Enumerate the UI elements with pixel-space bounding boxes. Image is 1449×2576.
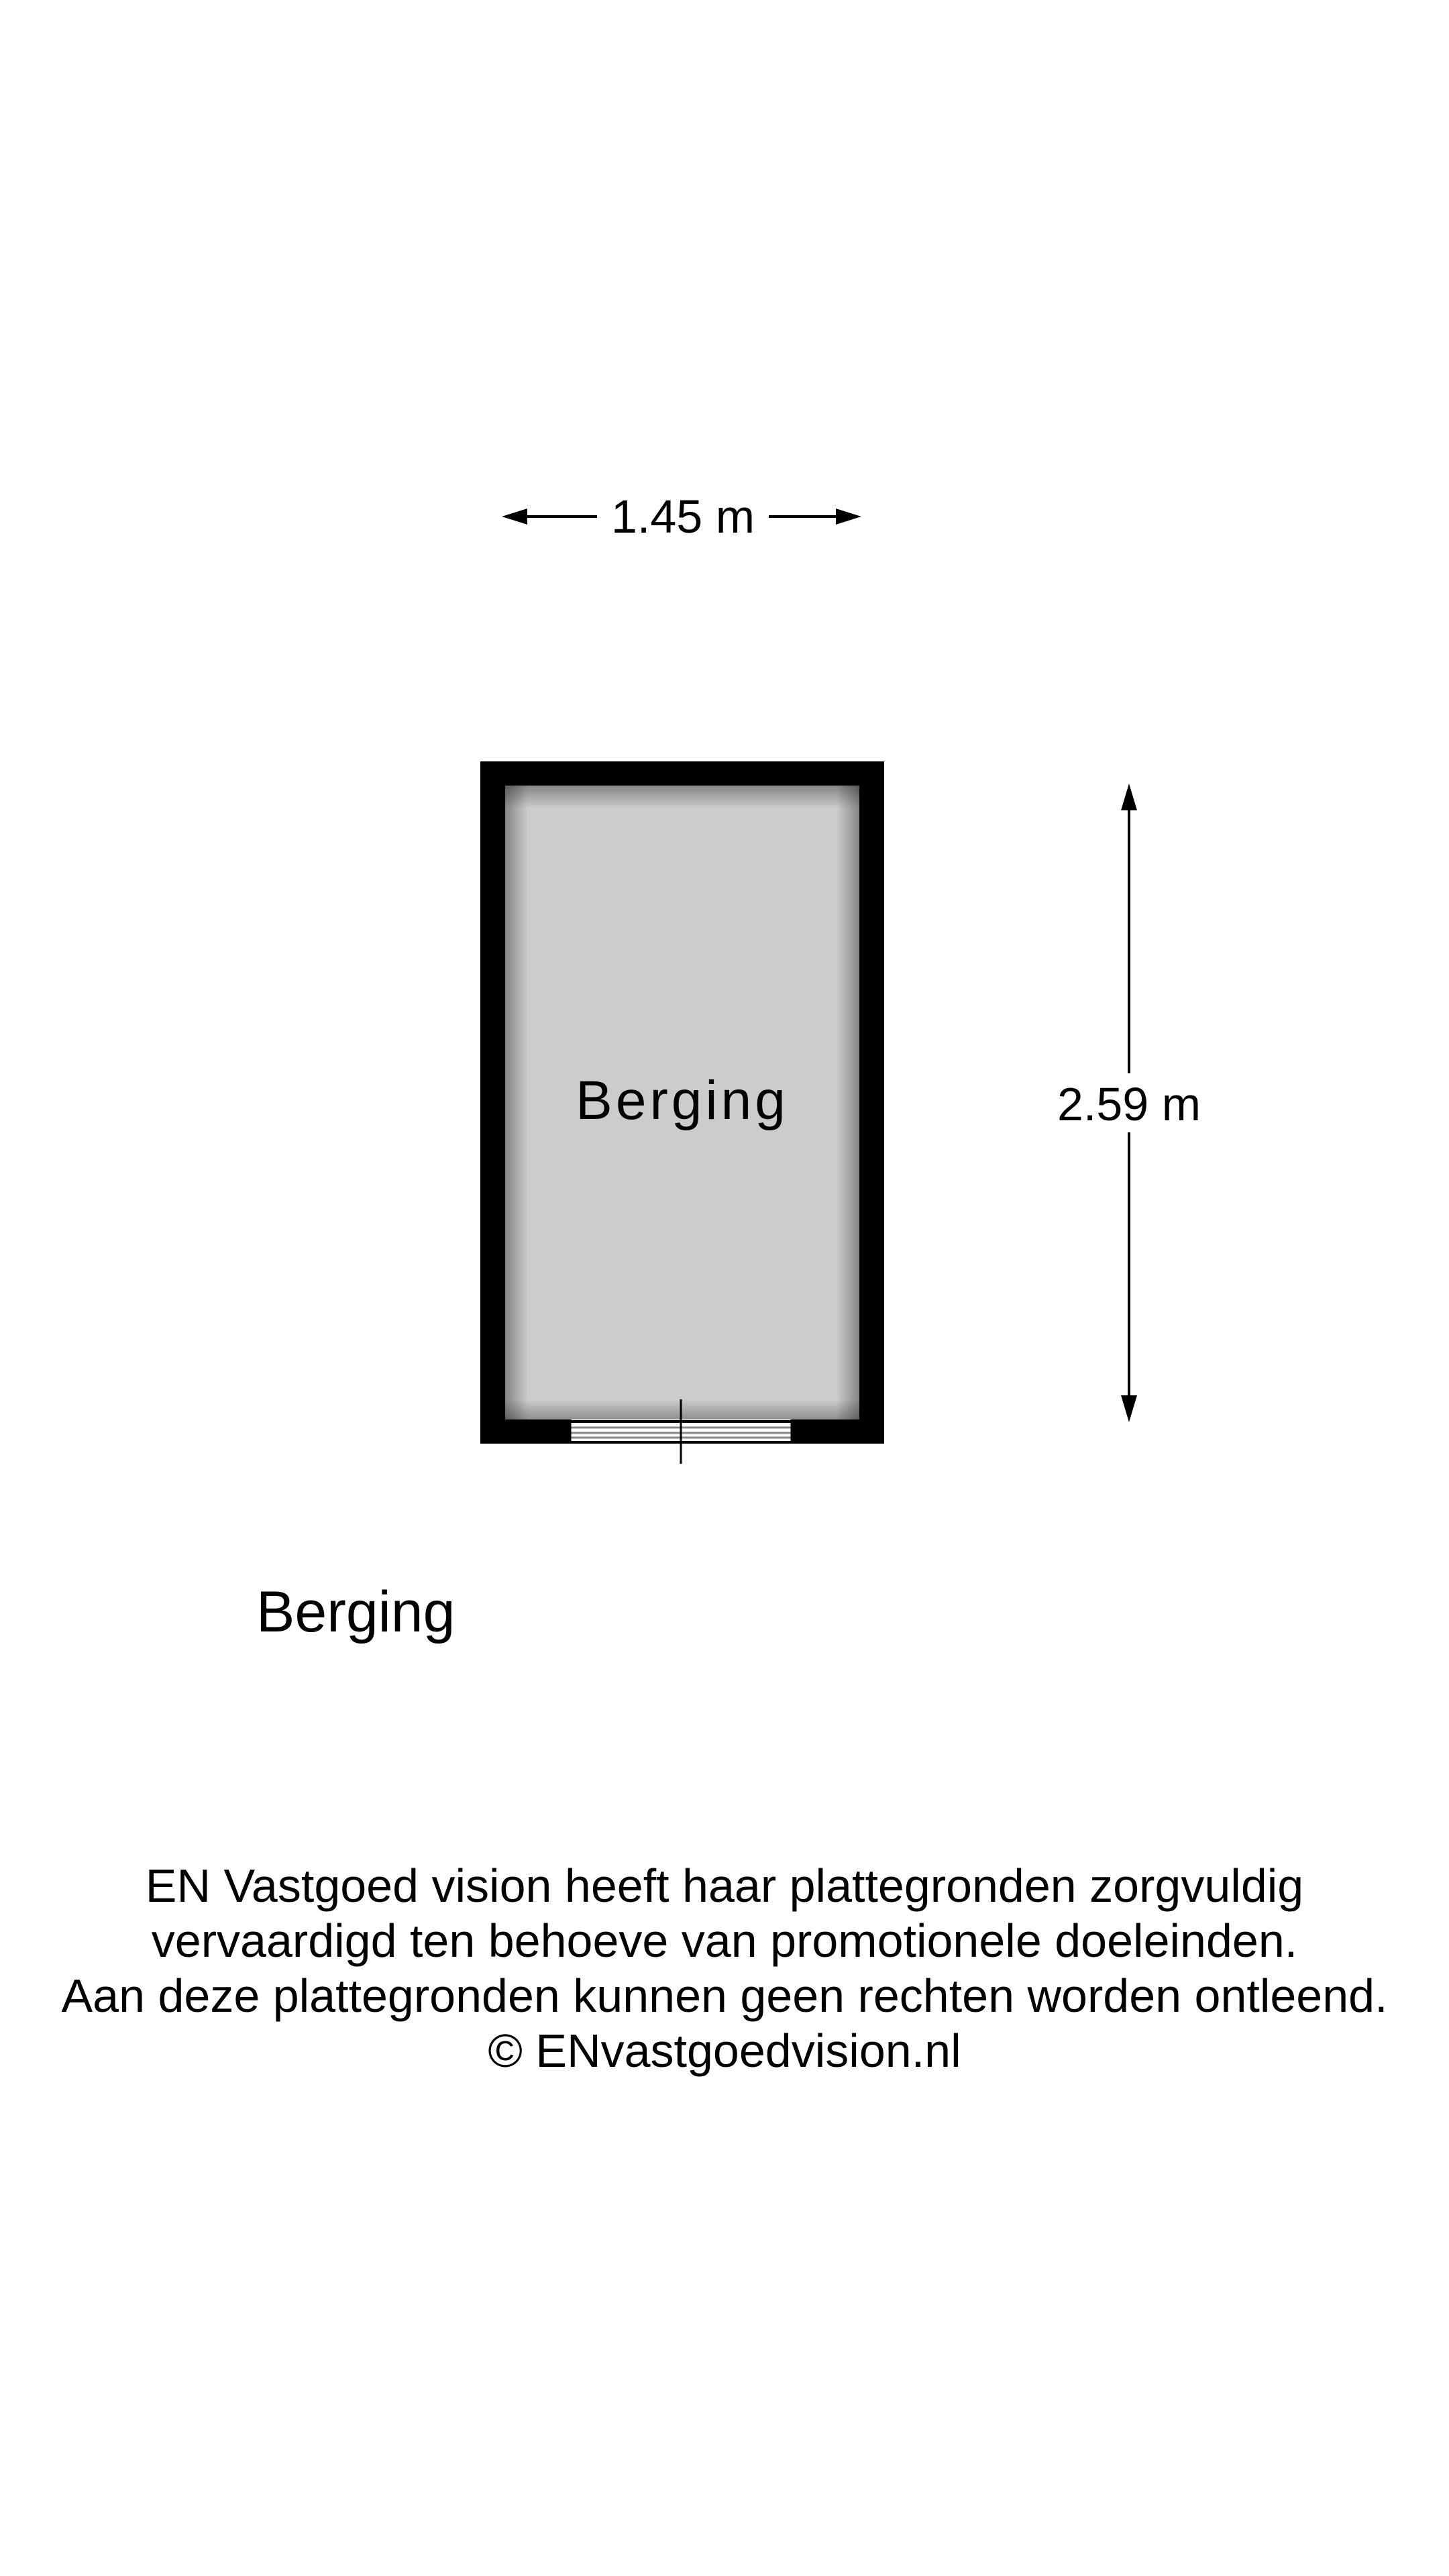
disclaimer-line: EN Vastgoed vision heeft haar plattegronden zorgvuldig: [145, 1860, 1304, 1912]
depth-dimension: [1057, 784, 1201, 1422]
depth-arrow-head-top: [1121, 784, 1137, 810]
room-berging: [480, 761, 884, 1464]
disclaimer-line: vervaardigd ten behoeve van promotionele doeleinden.: [151, 1915, 1298, 1967]
wall-right: [859, 761, 884, 1444]
disclaimer-line: Aan deze plattegronden kunnen geen rechten worden ontleend.: [61, 1970, 1388, 2022]
wall-bottom-right: [792, 1419, 884, 1444]
width-arrow-head-left: [502, 508, 527, 525]
floor-label: Berging: [256, 1580, 455, 1644]
disclaimer: [0, 1858, 1449, 2078]
room-name: Berging: [576, 1070, 789, 1131]
width-label: 1.45 m: [611, 490, 755, 543]
wall-left: [480, 761, 505, 1444]
wall-top: [480, 761, 884, 786]
width-arrow-head-right: [836, 508, 861, 525]
depth-label: 2.59 m: [1057, 1078, 1201, 1130]
depth-arrow-head-bottom: [1121, 1395, 1137, 1422]
width-dimension: [502, 490, 861, 543]
wall-bottom-left: [480, 1419, 570, 1444]
copyright-line: © ENvastgoedvision.nl: [488, 2025, 961, 2077]
